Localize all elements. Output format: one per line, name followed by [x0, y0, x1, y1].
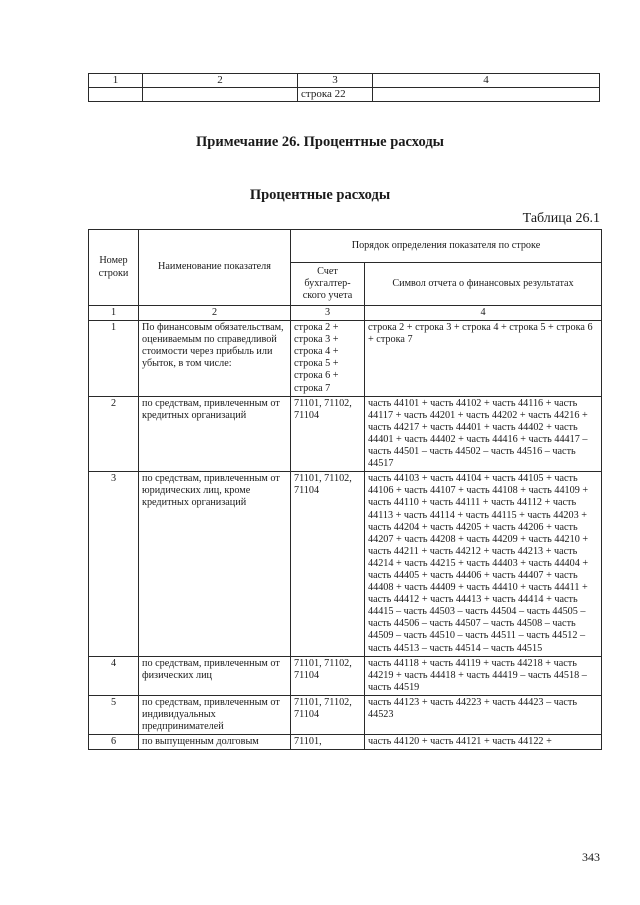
row-account: 71101, 71102, 71104: [291, 695, 365, 734]
header-determination-order: Порядок определения показателя по строке: [291, 230, 602, 263]
col-number-cell: 3: [291, 306, 365, 321]
header-report-symbol: Символ отчета о финансовых результатах: [365, 263, 602, 306]
row-account: строка 2 + строка 3 + строка 4 + строка 5 + строка 6 + строка 7: [291, 321, 365, 397]
table-row: [89, 695, 602, 734]
table-row: [89, 88, 600, 102]
row-number: 1: [89, 321, 139, 397]
table-row: [89, 656, 602, 695]
table-row: [89, 472, 602, 656]
note-title: Примечание 26. Процентные расходы: [196, 134, 444, 150]
row-account: 71101, 71102, 71104: [291, 396, 365, 472]
row-symbol: часть 44103 + часть 44104 + часть 44105 + часть 44106 + часть 44107 + часть 44108 + часть 44109 + часть 44110 + часть 44111 + часть 44112 + часть 44113 + часть 44114 + часть 44115 + часть 44203 + часть 44204 + часть 44205 + часть 44206 + часть 44207 + часть 44208 + часть 44209 + часть 44210 + часть 44211 + часть 44212 + часть 44213 + часть 44214 + часть 44215 + часть 44403 + часть 44404 + часть 44405 + часть 44406 + часть 44407 + часть 44408 + часть 44409 + часть 44410 + часть 44411 + часть 44412 + часть 44413 + часть 44414 + часть 44415 – часть 44503 – часть 44504 – часть 44505 – часть 44506 – часть 44507 – часть 44508 – часть 44509 – часть 44510 – часть 44511 – часть 44512 – часть 44513 – часть 44514 – часть 44515: [365, 472, 602, 656]
row-name: по выпущенным долговым: [139, 735, 291, 750]
col-number-cell: 1: [89, 306, 139, 321]
row-symbol: часть 44123 + часть 44223 + часть 44423 – часть 44523: [365, 695, 602, 734]
section-title: Процентные расходы: [249, 187, 391, 203]
table-header-row: [89, 74, 600, 88]
row-account: 71101, 71102, 71104: [291, 472, 365, 656]
table-cell: [89, 88, 143, 102]
row-name: по средствам, привлеченным от индивидуальных предпринимателей: [139, 695, 291, 734]
col-number-cell: 2: [139, 306, 291, 321]
table-row: [89, 735, 602, 750]
table-number: Таблица 26.1: [522, 211, 600, 226]
header-row-number: Номер строки: [89, 230, 139, 306]
column-numbers-row: [89, 306, 602, 321]
table-cell: [143, 88, 298, 102]
table-row: [89, 321, 602, 397]
row-symbol: строка 2 + строка 3 + строка 4 + строка 5 + строка 6 + строка 7: [365, 321, 602, 397]
col-number-cell: 2: [143, 74, 298, 88]
header-account: Счет бухгалтер- ского учета: [291, 263, 365, 306]
row-number: 4: [89, 656, 139, 695]
col-number-cell: 3: [298, 74, 373, 88]
row-account: 71101, 71102, 71104: [291, 656, 365, 695]
col-number-cell: 1: [89, 74, 143, 88]
table-header-row: [89, 230, 602, 263]
col-number-cell: 4: [373, 74, 600, 88]
row-name: по средствам, привлеченным от юридических лиц, кроме кредитных организаций: [139, 472, 291, 656]
row-number: 6: [89, 735, 139, 750]
row-symbol: часть 44101 + часть 44102 + часть 44116 + часть 44117 + часть 44201 + часть 44202 + часть 44216 + часть 44217 + часть 44401 + часть 44402 + часть 44401 + часть 44402 + часть 44416 + часть 44417 – часть 44501 – часть 44502 – часть 44516 – часть 44517: [365, 396, 602, 472]
page-number: 343: [582, 850, 600, 864]
header-indicator-name: Наименование показателя: [139, 230, 291, 306]
row-account: 71101,: [291, 735, 365, 750]
row-name: по средствам, привлеченным от кредитных организаций: [139, 396, 291, 472]
row-symbol: часть 44118 + часть 44119 + часть 44218 + часть 44219 + часть 44418 + часть 44419 – часть 44518 – часть 44519: [365, 656, 602, 695]
table-row: [89, 396, 602, 472]
table-cell: строка 22: [298, 88, 373, 102]
col-number-cell: 4: [365, 306, 602, 321]
row-symbol: часть 44120 + часть 44121 + часть 44122 +: [365, 735, 602, 750]
table-cell: [373, 88, 600, 102]
row-number: 3: [89, 472, 139, 656]
row-name: По финансовым обязательствам, оцениваемым по справедливой стоимости через прибыль или убыток, в том числе:: [139, 321, 291, 397]
row-name: по средствам, привлеченным от физических лиц: [139, 656, 291, 695]
row-number: 2: [89, 396, 139, 472]
continuation-table: [88, 73, 600, 102]
row-number: 5: [89, 695, 139, 734]
interest-expenses-table: [88, 229, 602, 750]
